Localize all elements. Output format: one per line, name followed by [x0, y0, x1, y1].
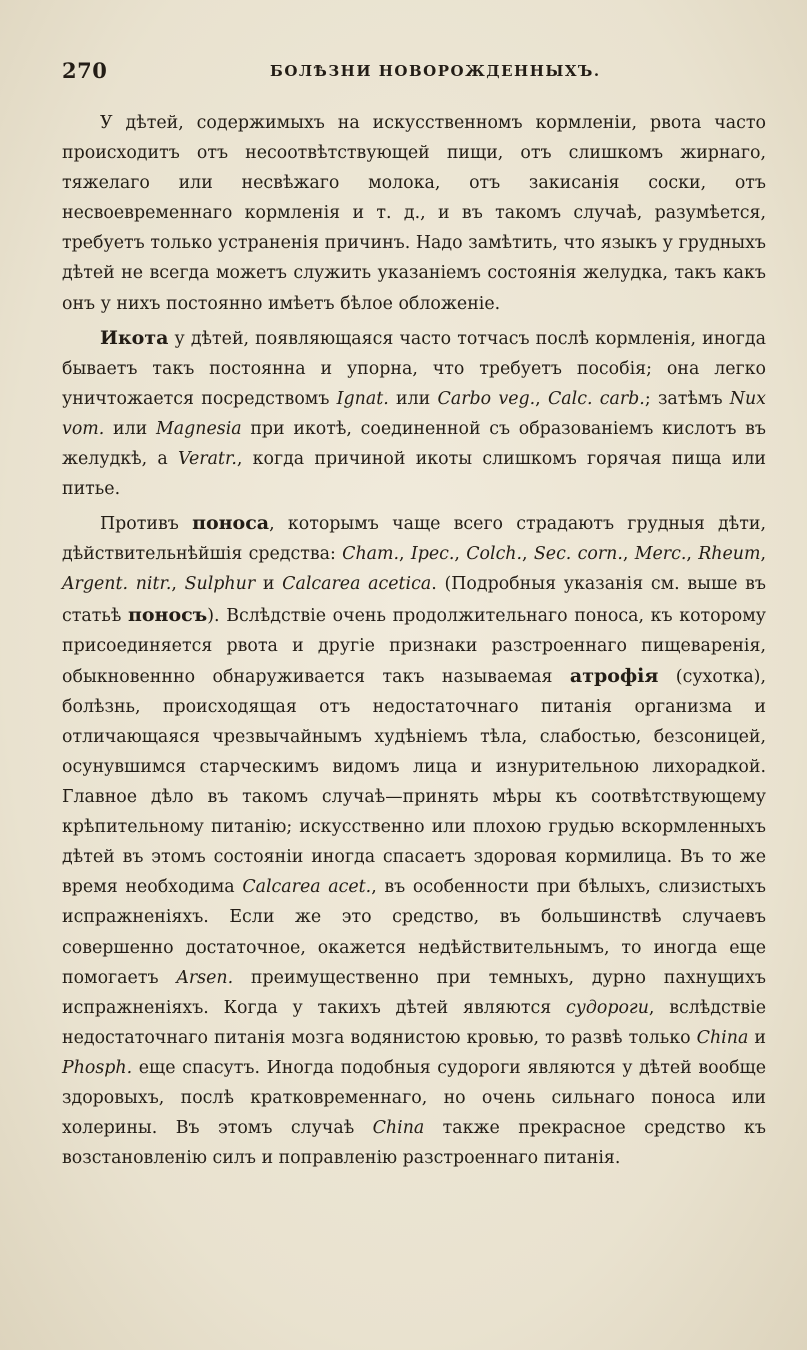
text-run: Противъ: [100, 514, 193, 535]
text-run: при икотѣ, соединенной съ образованіемъ кислотъ въ желудкѣ, а: [62, 418, 766, 470]
text-run: атрофія: [569, 664, 659, 687]
text-run: поноса: [192, 512, 270, 535]
text-run: , которымъ чаще всего страдаютъ грудныя дѣти, дѣйствительнѣйшія средства:: [62, 514, 766, 565]
text-run: Colch.: [466, 544, 523, 565]
text-run: преимущественно при темныхъ, дурно пахнущихъ испражненіяхъ. Когда у такихъ дѣтей являются: [62, 967, 766, 1018]
paragraph-diarrhea: [62, 508, 766, 1173]
text-run: или: [104, 418, 156, 439]
paragraph-hiccup: [62, 323, 766, 505]
running-title: БОЛѢЗНИ НОВОРОЖДЕННЫХЪ.: [270, 62, 601, 80]
text-run: China: [696, 1027, 749, 1048]
text-run: Calc. carb.: [547, 388, 645, 409]
text-run: поносъ: [127, 603, 208, 626]
text-run: еще спасутъ. Иногда подобныя судороги являются у дѣтей вообще здоровыхъ, послѣ кратковременнаго, но очень сильнаго поноса или холерины. Въ этомъ случаѣ: [62, 1057, 766, 1139]
text-run: ,: [171, 574, 185, 595]
text-run: ,: [686, 544, 699, 565]
page-header: [62, 58, 767, 92]
text-run: Ipec.: [410, 544, 455, 565]
text-run: , когда причиной икоты слишкомъ горячая пища или питье.: [62, 449, 766, 500]
text-run: Ignat.: [336, 388, 389, 409]
text-run: Sulphur: [184, 574, 256, 595]
text-run: судороги: [566, 997, 649, 1018]
text-run: и: [255, 574, 283, 595]
text-run: ,: [760, 544, 766, 565]
text-run: China: [372, 1118, 425, 1139]
text-run: Carbo veg.: [437, 388, 536, 409]
text-run: Икота: [100, 326, 169, 349]
text-run: Merc.: [634, 544, 687, 565]
text-run: Sec. corn.: [533, 544, 623, 565]
page-number: 270: [62, 58, 108, 83]
text-run: Calcarea acetica: [282, 574, 432, 595]
text-run: (сухотка), болѣзнь, происходящая отъ недостаточнаго питанія организма и отличающаяся чрезвычайнымъ худѣніемъ тѣла, слабостью, безсоницей, осунувшимся старческимъ видомъ лица и изнурительною лихорадкой. Главное дѣло въ такомъ случаѣ—принять мѣры къ соотвѣтствующему крѣпительному питанію; искусственно или плохою грудью вскормленныхъ дѣтей въ этомъ состояніи иногда спасаетъ здоровая кормилица. Въ то же время необходима: [62, 666, 766, 898]
text-run: или: [388, 388, 438, 409]
text-run: Magnesia: [155, 418, 242, 439]
text-run: Arsen.: [176, 967, 234, 988]
text-run: ,: [622, 544, 635, 565]
paragraph-vomiting: [62, 108, 766, 319]
text-run: Phosph.: [62, 1057, 133, 1078]
text-run: Nux vom.: [62, 388, 766, 439]
text-run: у дѣтей, появляющаяся часто тотчасъ послѣ кормленія, иногда бываетъ такъ постоянна и упорна, что требуетъ пособія; она легко уничтожается посредствомъ: [62, 328, 766, 409]
text-run: Calcarea acet.: [242, 877, 372, 898]
text-run: ,: [522, 544, 534, 565]
text-run: ,: [399, 544, 411, 565]
text-run: ,: [535, 388, 548, 409]
text-run: ). Вслѣдствіе очень продолжительнаго поноса, къ которому присоединяется рвота и другіе признаки разстроеннаго пищеваренія, обыкновеннно обнаруживается такъ называемая: [62, 605, 766, 687]
text-run: Cham.: [342, 544, 400, 565]
text-run: ,: [454, 544, 467, 565]
text-run: и: [748, 1027, 766, 1048]
text-run: ; затѣмъ: [644, 388, 730, 409]
text-run: . (Подробныя указанія см. выше въ статьѣ: [62, 574, 766, 626]
text-run: Veratr.: [178, 449, 237, 470]
text-run: также прекрасное средство къ возстановленію силъ и поправленію разстроеннаго питанія.: [62, 1118, 766, 1169]
text-run: Rheum: [698, 544, 761, 565]
text-run: У дѣтей, содержимыхъ на искусственномъ кормленіи, рвота часто происходитъ отъ несоотвѣтствующей пищи, отъ слишкомъ жирнаго, тяжелаго или несвѣжаго молока, отъ закисанія соски, отъ несвоевременнаго кормленія и т. д., и въ такомъ случаѣ, разумѣется, требуетъ только устраненія причинъ. Надо замѣтить, что языкъ у грудныхъ дѣтей не всегда можетъ служить указаніемъ состоянія желудка, такъ какъ онъ у нихъ постоянно имѣетъ бѣлое обложеніе.: [62, 113, 766, 314]
text-run: , вслѣдствіе недостаточнаго питанія мозга водянистою кровью, то развѣ только: [62, 997, 766, 1048]
text-run: , въ особенности при бѣлыхъ, слизистыхъ испражненіяхъ. Если же это средство, въ большинствѣ случаевъ совершенно достаточное, окажется недѣйствительнымъ, то иногда еще помогаетъ: [62, 877, 766, 988]
body-text: [62, 108, 766, 1173]
text-run: Argent. nitr.: [62, 574, 172, 595]
